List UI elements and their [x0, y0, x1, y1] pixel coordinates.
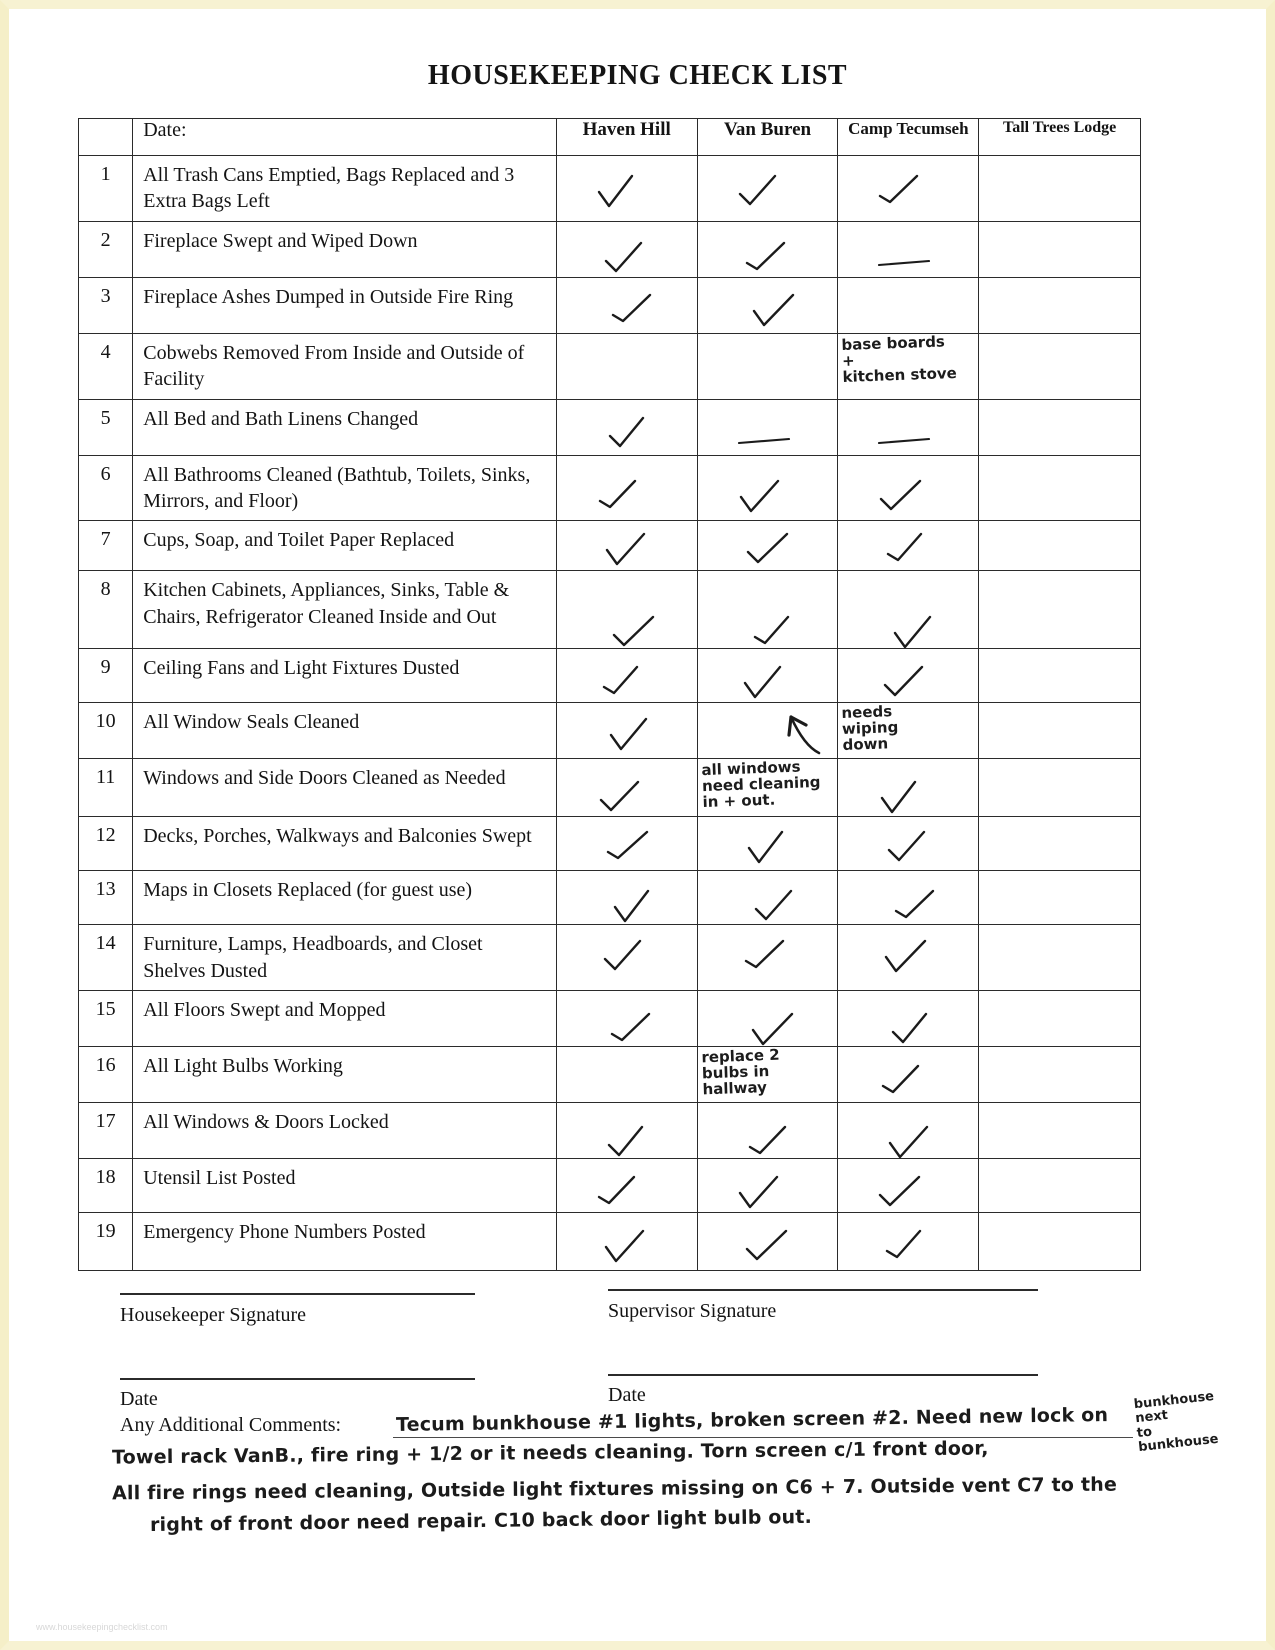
check-cell-camp-tecumseh[interactable] — [838, 871, 979, 925]
dash-mark-icon — [876, 434, 932, 448]
check-cell-van-buren[interactable] — [697, 521, 838, 571]
check-cell-camp-tecumseh[interactable] — [838, 649, 979, 703]
checkmark-icon — [606, 414, 652, 456]
checkmark-icon — [879, 1062, 925, 1104]
date-label-left: Date — [120, 1388, 158, 1410]
check-cell-tall-trees-lodge[interactable] — [979, 991, 1141, 1047]
checkmark-icon — [609, 291, 655, 333]
table-row — [79, 455, 1141, 521]
checkmark-icon — [743, 1227, 789, 1269]
check-cell-camp-tecumseh[interactable] — [838, 521, 979, 571]
header-tall-trees-lodge: Tall Trees Lodge — [979, 119, 1141, 156]
checkmark-icon — [741, 663, 787, 705]
handwritten-note: all windows need cleaning in + out. — [700, 757, 821, 811]
check-cell-tall-trees-lodge[interactable] — [979, 1047, 1141, 1103]
check-cell-tall-trees-lodge[interactable] — [979, 399, 1141, 455]
row-number: 3 — [79, 277, 133, 333]
table-row — [79, 521, 1141, 571]
check-cell-van-buren[interactable] — [697, 156, 838, 222]
checkmark-icon — [752, 887, 798, 929]
task-description: All Trash Cans Emptied, Bags Replaced and 3 Extra Bags Left — [133, 156, 557, 222]
check-cell-van-buren[interactable] — [697, 333, 838, 399]
check-cell-haven-hill[interactable] — [556, 925, 697, 991]
checkmark-icon — [736, 1173, 782, 1215]
checkmark-icon — [611, 887, 657, 929]
check-cell-haven-hill[interactable] — [556, 455, 697, 521]
check-cell-van-buren[interactable] — [697, 277, 838, 333]
checkmark-icon — [881, 663, 927, 705]
checkmark-icon — [743, 239, 789, 281]
row-number: 8 — [79, 571, 133, 649]
checkmark-icon — [601, 937, 647, 979]
task-description: Ceiling Fans and Light Fixtures Dusted — [133, 649, 557, 703]
check-cell-camp-tecumseh[interactable] — [838, 1159, 979, 1213]
check-cell-van-buren[interactable] — [697, 1213, 838, 1271]
check-cell-van-buren[interactable] — [697, 871, 838, 925]
table-row — [79, 399, 1141, 455]
comment-line-2: Towel rack VanB., fire ring + 1/2 or it needs cleaning. Torn screen c/1 front door, — [111, 1437, 989, 1469]
watermark: www.housekeepingchecklist.com — [36, 1622, 168, 1632]
task-description: Decks, Porches, Walkways and Balconies Swept — [133, 817, 557, 871]
checkmark-icon — [600, 663, 646, 705]
check-cell-haven-hill[interactable] — [556, 521, 697, 571]
table-row — [79, 1159, 1141, 1213]
row-number: 9 — [79, 649, 133, 703]
check-cell-tall-trees-lodge[interactable] — [979, 221, 1141, 277]
row-number: 19 — [79, 1213, 133, 1271]
date-label-right: Date — [608, 1384, 646, 1406]
task-description: Kitchen Cabinets, Appliances, Sinks, Table & Chairs, Refrigerator Cleaned Inside and Out — [133, 571, 557, 649]
check-cell-van-buren[interactable] — [697, 399, 838, 455]
check-cell-haven-hill[interactable] — [556, 1103, 697, 1159]
date-line-left[interactable] — [120, 1378, 475, 1380]
checkmark-icon — [604, 828, 650, 870]
check-cell-van-buren[interactable] — [697, 649, 838, 703]
check-cell-van-buren[interactable] — [697, 817, 838, 871]
check-cell-tall-trees-lodge[interactable] — [979, 925, 1141, 991]
check-cell-haven-hill[interactable] — [556, 399, 697, 455]
header-haven-hill: Haven Hill — [556, 119, 697, 156]
checkmark-icon — [602, 239, 648, 281]
check-cell-van-buren[interactable] — [697, 1047, 838, 1103]
arrow-icon — [775, 705, 845, 775]
task-description: Maps in Closets Replaced (for guest use) — [133, 871, 557, 925]
check-cell-haven-hill[interactable] — [556, 649, 697, 703]
table-row — [79, 871, 1141, 925]
checkmark-icon — [885, 828, 931, 870]
header-blank — [79, 119, 133, 156]
check-cell-camp-tecumseh[interactable] — [838, 571, 979, 649]
check-cell-haven-hill[interactable] — [556, 703, 697, 759]
check-cell-haven-hill[interactable] — [556, 991, 697, 1047]
header-van-buren: Van Buren — [697, 119, 838, 156]
check-cell-tall-trees-lodge[interactable] — [979, 817, 1141, 871]
table-row — [79, 1047, 1141, 1103]
row-number: 10 — [79, 703, 133, 759]
table-row — [79, 649, 1141, 703]
check-cell-camp-tecumseh[interactable] — [838, 991, 979, 1047]
task-description: Windows and Side Doors Cleaned as Needed — [133, 759, 557, 817]
checkmark-icon — [595, 172, 641, 214]
header-date: Date: — [133, 119, 557, 156]
check-cell-haven-hill[interactable] — [556, 871, 697, 925]
check-cell-van-buren[interactable] — [697, 571, 838, 649]
task-description: All Light Bulbs Working — [133, 1047, 557, 1103]
check-cell-tall-trees-lodge[interactable] — [979, 649, 1141, 703]
housekeeper-signature-line[interactable] — [120, 1293, 475, 1295]
check-cell-tall-trees-lodge[interactable] — [979, 277, 1141, 333]
check-cell-tall-trees-lodge[interactable] — [979, 871, 1141, 925]
check-cell-haven-hill[interactable] — [556, 1213, 697, 1271]
task-description: Emergency Phone Numbers Posted — [133, 1213, 557, 1271]
table-row — [79, 817, 1141, 871]
task-description: All Window Seals Cleaned — [133, 703, 557, 759]
check-cell-haven-hill[interactable] — [556, 759, 697, 817]
task-description: Utensil List Posted — [133, 1159, 557, 1213]
checkmark-icon — [750, 291, 796, 333]
table-row — [79, 1103, 1141, 1159]
task-description: Fireplace Ashes Dumped in Outside Fire Ring — [133, 277, 557, 333]
checkmark-icon — [876, 1173, 922, 1215]
checkmark-icon — [607, 715, 653, 757]
check-cell-camp-tecumseh[interactable] — [838, 759, 979, 817]
checkmark-icon — [736, 172, 782, 214]
check-cell-camp-tecumseh[interactable] — [838, 925, 979, 991]
checkmark-icon — [878, 778, 924, 820]
row-number: 16 — [79, 1047, 133, 1103]
housekeeper-signature-label: Housekeeper Signature — [120, 1304, 307, 1326]
check-cell-tall-trees-lodge[interactable] — [979, 156, 1141, 222]
comment-line-4: right of front door need repair. C10 back door light bulb out. — [149, 1505, 813, 1537]
row-number: 7 — [79, 521, 133, 571]
check-cell-camp-tecumseh[interactable] — [838, 1047, 979, 1103]
check-cell-camp-tecumseh[interactable] — [838, 221, 979, 277]
check-cell-haven-hill[interactable] — [556, 156, 697, 222]
checkmark-icon — [737, 477, 783, 519]
check-cell-camp-tecumseh[interactable] — [838, 399, 979, 455]
check-cell-tall-trees-lodge[interactable] — [979, 1159, 1141, 1213]
checkmark-icon — [892, 887, 938, 929]
check-cell-tall-trees-lodge[interactable] — [979, 521, 1141, 571]
checkmark-icon — [745, 828, 791, 870]
checkmark-icon — [884, 530, 930, 572]
row-number: 12 — [79, 817, 133, 871]
row-number: 15 — [79, 991, 133, 1047]
task-description: All Bathrooms Cleaned (Bathtub, Toilets, Sinks, Mirrors, and Floor) — [133, 455, 557, 521]
table-row — [79, 277, 1141, 333]
checkmark-icon — [877, 477, 923, 519]
checkmark-icon — [744, 530, 790, 572]
check-cell-camp-tecumseh[interactable] — [838, 277, 979, 333]
check-cell-haven-hill[interactable] — [556, 333, 697, 399]
table-row — [79, 1213, 1141, 1271]
checkmark-icon — [596, 477, 642, 519]
check-cell-haven-hill[interactable] — [556, 221, 697, 277]
check-cell-camp-tecumseh[interactable] — [838, 703, 979, 759]
check-cell-haven-hill[interactable] — [556, 817, 697, 871]
check-cell-camp-tecumseh[interactable] — [838, 455, 979, 521]
task-description: Fireplace Swept and Wiped Down — [133, 221, 557, 277]
check-cell-tall-trees-lodge[interactable] — [979, 571, 1141, 649]
row-number: 1 — [79, 156, 133, 222]
housekeeping-checklist-table — [78, 118, 1141, 1271]
check-cell-camp-tecumseh[interactable] — [838, 333, 979, 399]
check-cell-van-buren[interactable] — [697, 925, 838, 991]
supervisor-signature-line[interactable] — [608, 1289, 1038, 1291]
check-cell-camp-tecumseh[interactable] — [838, 1213, 979, 1271]
handwritten-note: base boards + kitchen stove — [841, 332, 958, 386]
task-description: All Floors Swept and Mopped — [133, 991, 557, 1047]
checkmark-icon — [876, 172, 922, 214]
table-row — [79, 991, 1141, 1047]
row-number: 5 — [79, 399, 133, 455]
handwritten-note: replace 2 bulbs in hallway — [700, 1045, 780, 1098]
task-description: Cups, Soap, and Toilet Paper Replaced — [133, 521, 557, 571]
page-title: HOUSEKEEPING CHECK LIST — [427, 60, 848, 91]
dash-mark-icon — [736, 434, 792, 448]
check-cell-tall-trees-lodge[interactable] — [979, 455, 1141, 521]
comments-label: Any Additional Comments: — [120, 1414, 342, 1436]
check-cell-tall-trees-lodge[interactable] — [979, 759, 1141, 817]
check-cell-van-buren[interactable] — [697, 1103, 838, 1159]
table-row — [79, 333, 1141, 399]
check-cell-van-buren[interactable] — [697, 991, 838, 1047]
table-header-row — [79, 119, 1141, 156]
table-row — [79, 571, 1141, 649]
row-number: 17 — [79, 1103, 133, 1159]
margin-note: bunkhouse next to bunkhouse — [1133, 1388, 1220, 1455]
checkmark-icon — [597, 778, 643, 820]
checkmark-icon — [883, 1227, 929, 1269]
check-cell-camp-tecumseh[interactable] — [838, 156, 979, 222]
comment-line-3: All fire rings need cleaning, Outside light fixtures missing on C6 + 7. Outside vent C7 to the — [111, 1473, 1118, 1505]
row-number: 11 — [79, 759, 133, 817]
row-number: 18 — [79, 1159, 133, 1213]
check-cell-tall-trees-lodge[interactable] — [979, 703, 1141, 759]
task-description: All Windows & Doors Locked — [133, 1103, 557, 1159]
date-line-right[interactable] — [608, 1374, 1038, 1376]
checkmark-icon — [602, 1227, 648, 1269]
table-row — [79, 703, 1141, 759]
task-description: Furniture, Lamps, Headboards, and Closet Shelves Dusted — [133, 925, 557, 991]
comment-line-1: Tecum bunkhouse #1 lights, broken screen #2. Need new lock on — [395, 1404, 1109, 1436]
row-number: 14 — [79, 925, 133, 991]
check-cell-van-buren[interactable] — [697, 1159, 838, 1213]
check-cell-haven-hill[interactable] — [556, 1159, 697, 1213]
dash-mark-icon — [876, 256, 932, 270]
check-cell-haven-hill[interactable] — [556, 571, 697, 649]
table-row — [79, 925, 1141, 991]
row-number: 6 — [79, 455, 133, 521]
checkmark-icon — [742, 937, 788, 979]
check-cell-van-buren[interactable] — [697, 455, 838, 521]
check-cell-tall-trees-lodge[interactable] — [979, 1213, 1141, 1271]
supervisor-signature-label: Supervisor Signature — [608, 1300, 777, 1322]
handwritten-note: needs wiping down — [841, 702, 900, 754]
table-row — [79, 759, 1141, 817]
check-cell-tall-trees-lodge[interactable] — [979, 1103, 1141, 1159]
check-cell-tall-trees-lodge[interactable] — [979, 333, 1141, 399]
task-description: All Bed and Bath Linens Changed — [133, 399, 557, 455]
row-number: 4 — [79, 333, 133, 399]
checkmark-icon — [882, 937, 928, 979]
checkmark-icon — [603, 530, 649, 572]
row-number: 2 — [79, 221, 133, 277]
comments-rule[interactable] — [393, 1437, 1133, 1438]
check-cell-camp-tecumseh[interactable] — [838, 817, 979, 871]
check-cell-van-buren[interactable] — [697, 221, 838, 277]
table-row — [79, 156, 1141, 222]
check-cell-camp-tecumseh[interactable] — [838, 1103, 979, 1159]
check-cell-haven-hill[interactable] — [556, 1047, 697, 1103]
table-row — [79, 221, 1141, 277]
check-cell-haven-hill[interactable] — [556, 277, 697, 333]
header-camp-tecumseh: Camp Tecumseh — [838, 119, 979, 156]
task-description: Cobwebs Removed From Inside and Outside of Facility — [133, 333, 557, 399]
row-number: 13 — [79, 871, 133, 925]
checkmark-icon — [595, 1173, 641, 1215]
